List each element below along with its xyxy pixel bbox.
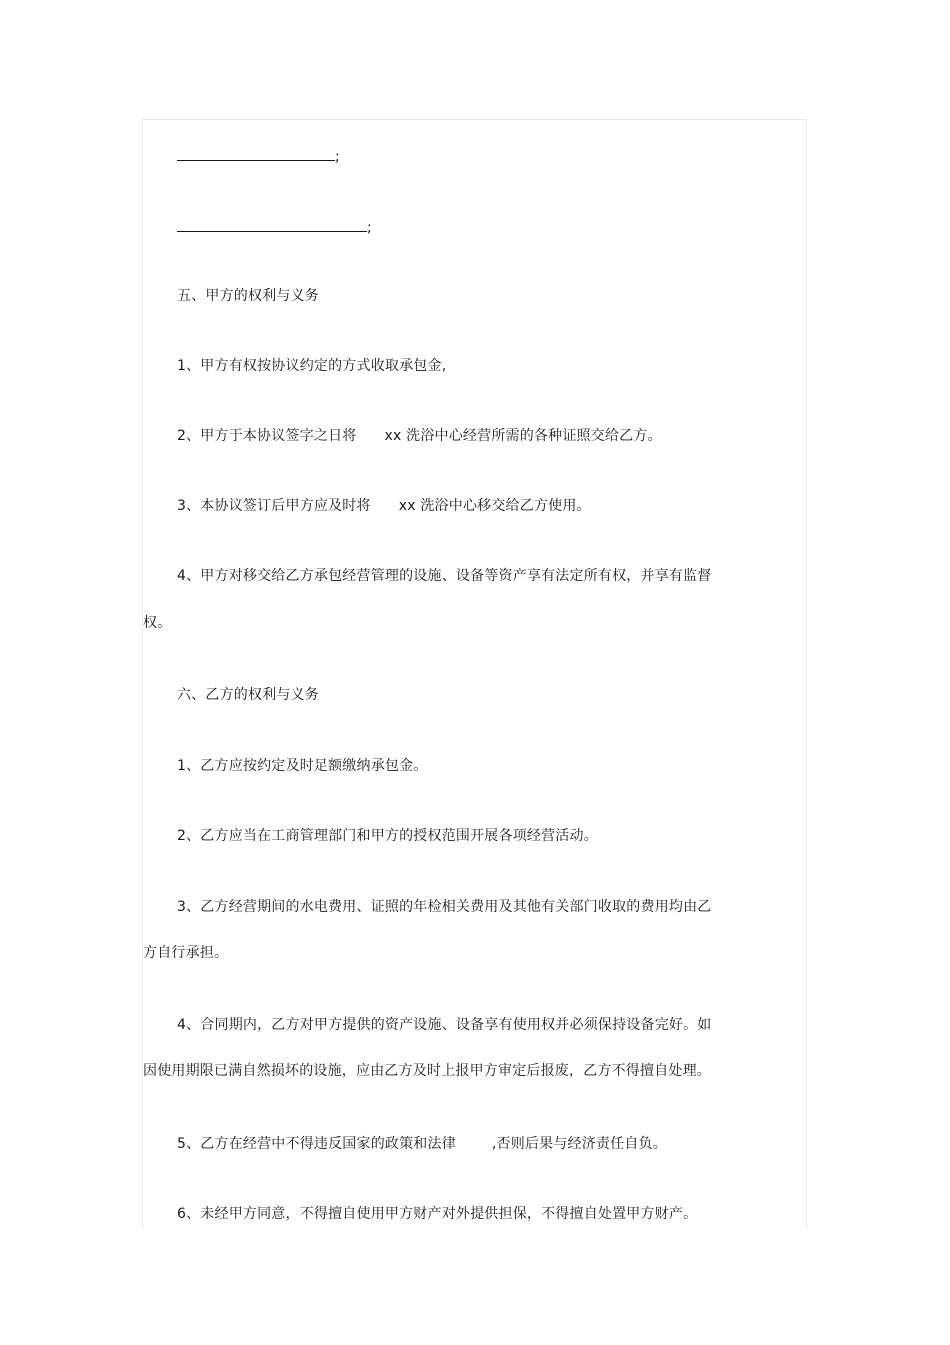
section6-item1: 1、乙方应按约定及时足额缴纳承包金。 xyxy=(177,758,428,774)
section6-item5-part-a: 5、乙方在经营中不得违反国家的政策和法律 xyxy=(177,1136,456,1152)
section5-item3-part-b: xx 洗浴中心移交给乙方使用。 xyxy=(398,498,591,514)
blank-suffix: ; xyxy=(335,149,340,165)
section6-item5 xyxy=(177,1135,667,1153)
section5-item2-part-a: 2、甲方于本协议签字之日将 xyxy=(177,428,357,444)
section5-item2 xyxy=(177,427,662,445)
section5-item3 xyxy=(177,497,591,515)
section6-item3-line2: 方自行承担。 xyxy=(143,945,229,961)
section5-item4-line1: 4、甲方对移交给乙方承包经营管理的设施、设备等资产享有法定所有权，并享有监督 xyxy=(177,568,712,584)
blank-underline xyxy=(177,218,367,232)
section5-heading: 五、甲方的权利与义务 xyxy=(177,288,319,304)
section6-item4-line2: 因使用期限已满自然损坏的设施，应由乙方及时上报甲方审定后报废，乙方不得擅自处理。 xyxy=(143,1063,711,1079)
section5-item4-line2: 权。 xyxy=(143,615,172,631)
section6-item6: 6、未经甲方同意，不得擅自使用甲方财产对外提供担保，不得擅自处置甲方财产。 xyxy=(177,1206,698,1222)
blank-underline xyxy=(177,147,335,161)
section6-heading: 六、乙方的权利与义务 xyxy=(177,687,319,703)
blank-suffix: ; xyxy=(367,220,372,236)
section5-item1: 1、甲方有权按协议约定的方式收取承包金, xyxy=(177,358,447,374)
blank-line-1 xyxy=(177,147,340,166)
section5-item3-part-a: 3、本协议签订后甲方应及时将 xyxy=(177,498,371,514)
section5-item2-part-b: xx 洗浴中心经营所需的各种证照交给乙方。 xyxy=(384,428,662,444)
blank-line-2 xyxy=(177,218,372,237)
section6-item2: 2、乙方应当在工商管理部门和甲方的授权范围开展各项经营活动。 xyxy=(177,828,598,844)
section6-item4-line1: 4、合同期内，乙方对甲方提供的资产设施、设备享有使用权并必须保持设备完好。如 xyxy=(177,1017,712,1033)
section6-item5-part-b: ,否则后果与经济责任自负。 xyxy=(491,1136,667,1152)
section6-item3-line1: 3、乙方经营期间的水电费用、证照的年检相关费用及其他有关部门收取的费用均由乙 xyxy=(177,899,712,915)
